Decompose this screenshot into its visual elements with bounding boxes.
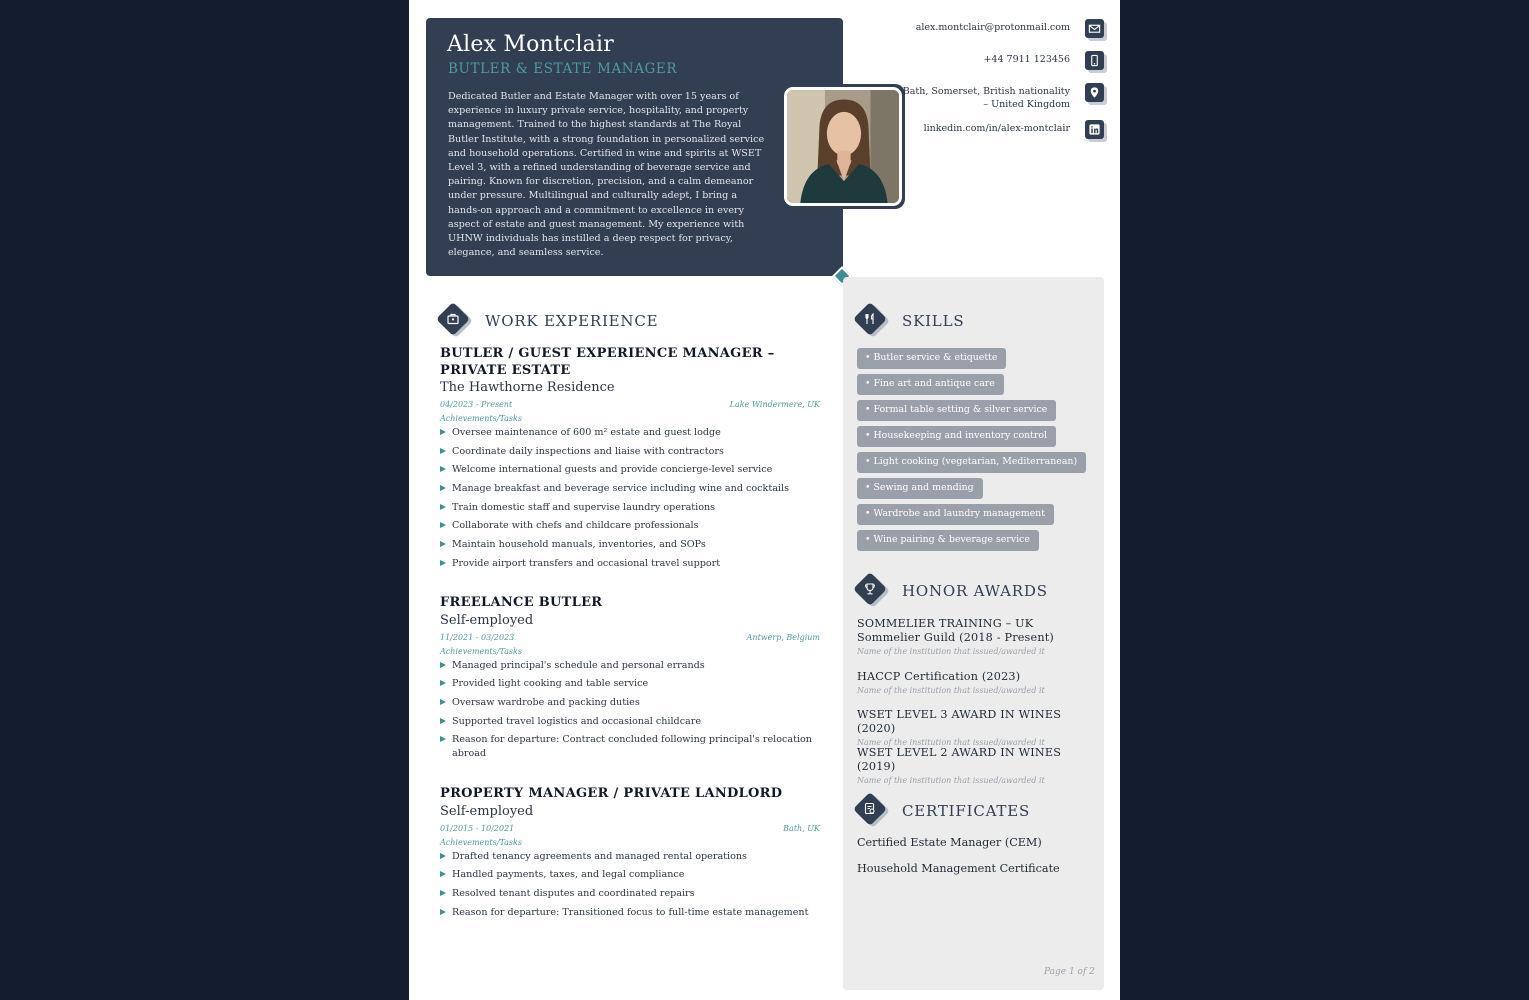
job-title: FREELANCE BUTLER	[440, 595, 603, 610]
job-entry	[440, 786, 820, 924]
award-institution: Name of the institution that issued/awarded it	[857, 776, 1045, 785]
job-dates: 01/2015 - 10/2021	[440, 823, 515, 833]
skill-chip: • Butler service & etiquette	[857, 348, 1006, 369]
job-entry	[440, 595, 820, 766]
certificates-title: CERTIFICATES	[902, 802, 1031, 820]
award-item	[857, 708, 1097, 747]
award-title: HACCP Certification (2023)	[857, 670, 1021, 683]
job-company: The Hawthorne Residence	[440, 380, 615, 395]
job-bullet: Reason for departure: Transitioned focus to full-time estate management	[440, 906, 820, 920]
job-dates: 11/2021 - 03/2023	[440, 632, 515, 642]
work-experience-heading	[439, 304, 658, 338]
tools-icon	[856, 304, 890, 338]
job-meta	[440, 824, 820, 833]
skills-title: SKILLS	[902, 312, 965, 330]
honor-awards-heading	[856, 574, 1048, 608]
job-bullets	[440, 426, 820, 571]
job-bullets	[440, 659, 820, 761]
contact-location-text	[890, 85, 1070, 111]
job-achievements-label: Achievements/Tasks	[440, 414, 522, 423]
job-bullet: Oversee maintenance of 600 m² estate and guest lodge	[440, 426, 820, 440]
job-bullet: Provide airport transfers and occasional travel support	[440, 557, 820, 571]
job-bullet: Drafted tenancy agreements and managed rental operations	[440, 850, 820, 864]
skill-chip: • Housekeeping and inventory control	[857, 426, 1056, 447]
job-bullet: Oversaw wardrobe and packing duties	[440, 696, 820, 710]
job-title-line: BUTLER / GUEST EXPERIENCE MANAGER –	[440, 346, 775, 361]
job-bullets	[440, 850, 820, 920]
job-entry	[440, 346, 820, 576]
job-title-line: PRIVATE ESTATE	[440, 362, 571, 378]
skill-chip: • Wine pairing & beverage service	[857, 530, 1039, 551]
certificate-item: Household Management Certificate	[857, 862, 1060, 875]
skill-chip: • Sewing and mending	[857, 478, 983, 499]
job-dates: 04/2023 - Present	[440, 400, 513, 409]
location-pin-icon	[1085, 83, 1104, 102]
skill-chip: • Formal table setting & silver service	[857, 400, 1056, 421]
candidate-name: Alex Montclair	[447, 32, 614, 57]
job-bullet: Handled payments, taxes, and legal compliance	[440, 868, 820, 882]
job-meta	[440, 633, 820, 642]
job-title: PROPERTY MANAGER / PRIVATE LANDLORD	[440, 786, 783, 801]
job-bullet: Welcome international guests and provide concierge-level service	[440, 463, 820, 477]
job-location: Antwerp, Belgium	[746, 632, 820, 642]
award-item	[857, 746, 1097, 785]
page-number: Page 1 of 2	[1044, 967, 1095, 977]
certificate-item: Certified Estate Manager (CEM)	[857, 836, 1042, 849]
resume-page	[409, 0, 1120, 1000]
job-meta	[440, 400, 820, 409]
candidate-role: BUTLER & ESTATE MANAGER	[448, 61, 678, 77]
skills-heading	[856, 304, 964, 338]
header-card	[426, 18, 843, 276]
skill-chip: • Light cooking (vegetarian, Mediterranean)	[857, 452, 1086, 473]
job-location: Lake Windermere, UK	[729, 400, 820, 409]
award-item	[857, 617, 1097, 656]
job-bullet: Train domestic staff and supervise laundry operations	[440, 501, 820, 515]
job-achievements-label: Achievements/Tasks	[440, 837, 522, 847]
award-institution: Name of the institution that issued/awarded it	[857, 738, 1045, 747]
email-icon	[1085, 19, 1104, 38]
profile-photo	[784, 87, 902, 206]
job-bullet: Coordinate daily inspections and liaise with contractors	[440, 445, 820, 459]
skill-chip: • Wardrobe and laundry management	[857, 504, 1054, 525]
award-institution: Name of the institution that issued/awarded it	[857, 647, 1045, 656]
certificate-icon	[856, 794, 890, 828]
contact-phone-text[interactable]: +44 7911 123456	[983, 54, 1070, 65]
phone-icon	[1085, 51, 1104, 70]
skill-chip: • Fine art and antique care	[857, 374, 1004, 395]
linkedin-icon	[1085, 120, 1104, 139]
work-experience-title: WORK EXPERIENCE	[485, 312, 659, 330]
contact-location-line1: Bath, Somerset, British nationality	[902, 86, 1070, 97]
job-company: Self-employed	[440, 803, 534, 819]
award-title: WSET LEVEL 2 AWARD IN WINES (2019)	[857, 746, 1062, 773]
job-bullet: Supported travel logistics and occasional childcare	[440, 715, 820, 729]
profile-photo-image	[787, 90, 899, 203]
job-bullet: Resolved tenant disputes and coordinated repairs	[440, 887, 820, 901]
award-title: WSET LEVEL 3 AWARD IN WINES (2020)	[857, 708, 1062, 735]
job-title	[440, 346, 820, 379]
skills-list	[857, 348, 1097, 556]
job-bullet: Manage breakfast and beverage service including wine and cocktails	[440, 482, 820, 496]
award-title: SOMMELIER TRAINING – UK Sommelier Guild (2018 - Present)	[857, 617, 1054, 644]
award-institution: Name of the institution that issued/awarded it	[857, 686, 1045, 695]
contact-location-line2: – United Kingdom	[983, 99, 1070, 110]
job-achievements-label: Achievements/Tasks	[440, 646, 522, 656]
job-bullet: Maintain household manuals, inventories, and SOPs	[440, 538, 820, 552]
job-location: Bath, UK	[783, 823, 820, 833]
job-bullet: Collaborate with chefs and childcare professionals	[440, 519, 820, 533]
job-company: Self-employed	[440, 612, 534, 628]
trophy-icon	[856, 574, 890, 608]
job-bullet: Provided light cooking and table service	[440, 677, 820, 691]
award-item	[857, 670, 1097, 695]
contact-linkedin-text[interactable]: linkedin.com/in/alex-montclair	[923, 123, 1070, 134]
job-bullet: Managed principal's schedule and personal errands	[440, 659, 820, 673]
job-bullet: Reason for departure: Contract concluded following principal's relocation abroad	[440, 733, 820, 761]
briefcase-icon	[439, 304, 473, 338]
contact-email-text[interactable]: alex.montclair@protonmail.com	[915, 22, 1070, 33]
certificates-heading	[856, 794, 1030, 828]
honor-awards-title: HONOR AWARDS	[902, 582, 1048, 600]
profile-summary: Dedicated Butler and Estate Manager with over 15 years of experience in luxury private service, hospitality, and property management. Trained to the highest standards at The Royal Butler Institute, with a strong foundation in personalized service and household operations. Certified in wine and spirits at WSET Level 3, with a refined understanding of beverage service and pairing. Known for discretion, precision, and a calm demeanor under pressure. Multilingual and culturally adept, I bring a hands-on approach and a commitment to excellence in every aspect of estate and guest management. My experience with UHNW individuals has instilled a deep respect for privacy, elegance, and seamless service.	[448, 91, 765, 259]
